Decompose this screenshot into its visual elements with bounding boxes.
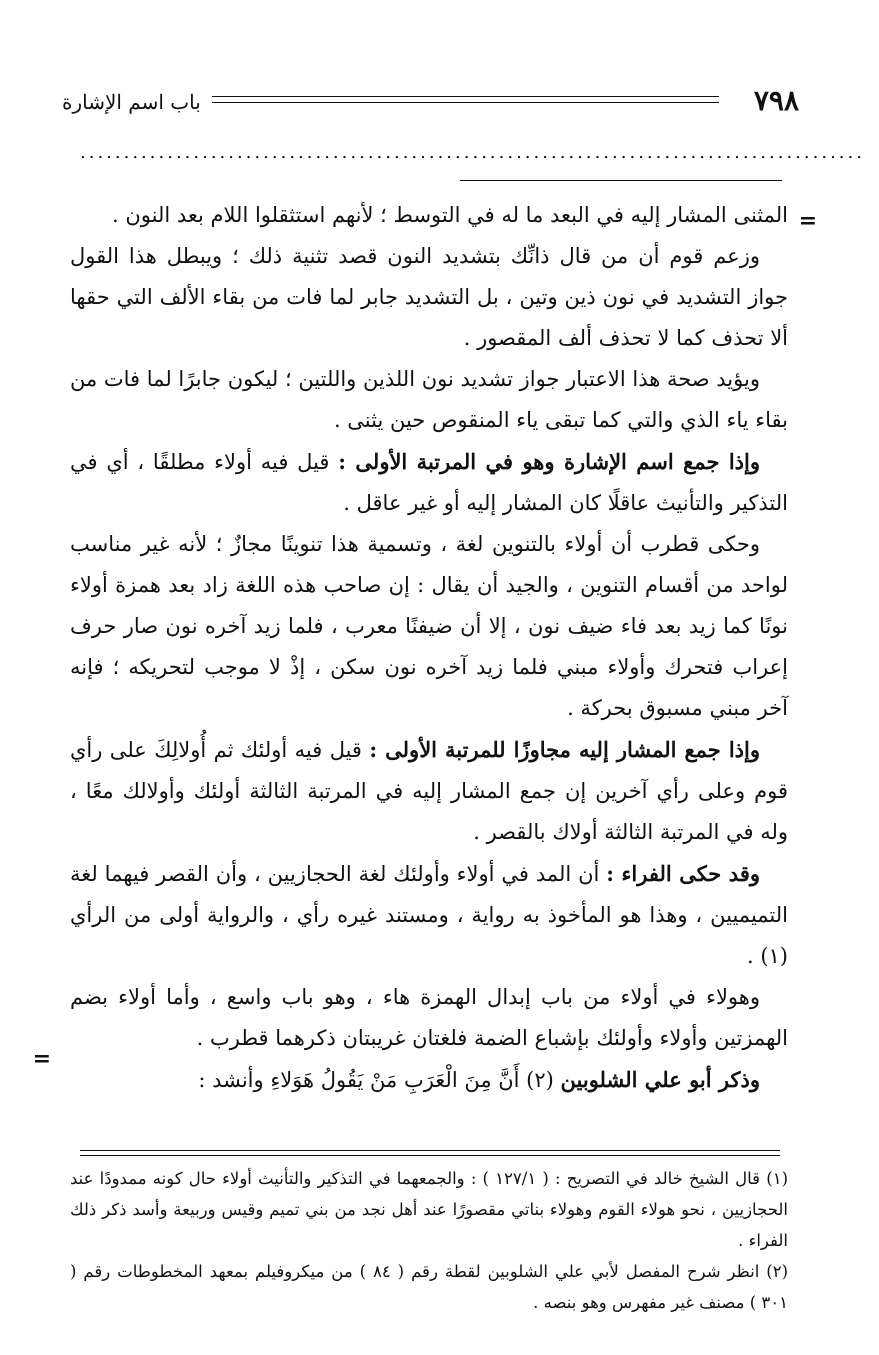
footnote-2: (٢) انظر شرح المفصل لأبي علي الشلوبين لقطة رقم ( ٨٤ ) من ميكروفيلم بمعهد المخطوطات رقم ( ٣٠١ ) مصنف غير مفهرس وهو بنصه . (70, 1262, 788, 1312)
paragraph-8: وهولاء في أولاء من باب إبدال الهمزة هاء ، وهو باب واسع ، وأما أولاء بضم الهمزتين وأولاء وأولئك بإشباع الضمة فلغتان غريبتان ذكرهما قطرب . (70, 985, 788, 1050)
continuation-mark-bottom: = (32, 1046, 51, 1072)
paragraph-4 (70, 441, 788, 524)
paragraph-7 (70, 853, 788, 977)
chapter-title: باب اسم الإشارة (62, 90, 201, 114)
footnotes (70, 1163, 788, 1318)
dotted-separator: .......................................................................................... (80, 142, 865, 163)
continuation-rule (460, 180, 782, 181)
paragraph-4-text: قيل فيه أولاء مطلقًا ، أي في التذكير والتأنيث عاقلًا كان المشار إليه أو غير عاقل . (70, 450, 788, 515)
paragraph-5: وحكى قطرب أن أولاء بالتنوين لغة ، وتسمية هذا تنوينًا مجازٌ ؛ لأنه غير مناسب لواحد من أقسام التنوين ، والجيد أن يقال : إن صاحب هذه اللغة زاد بعد همزة أولاء نونًا كما زيد بعد فاء ضيف نون ، إلا أن ضيفنًا معرب ، فلما زيد آخره نون صار حرف إعراب فتحرك وأولاء مبني فلما زيد آخره نون سكن ، إذْ لا موجب لتحريكه ؛ فإنه آخر مبني مسبوق بحركة . (70, 532, 788, 720)
main-text (70, 195, 788, 1101)
footnote-1: (١) قال الشيخ خالد في التصريح : ( ١٢٧/١ ) : والجمعهما في التذكير والتأنيث أولاء حال كونه ممدودًا عند الحجازيين ، نحو هولاء القوم وهولاء بناتي مقصورًا عند أهل نجد من بني تميم وقيس وربيعة وأسد ذكر ذلك الفراء . (70, 1169, 788, 1250)
paragraph-6 (70, 729, 788, 853)
paragraph-9 (70, 1059, 788, 1101)
footnote-separator (80, 1150, 780, 1156)
paragraph-1: المثنى المشار إليه في البعد ما له في التوسط ؛ لأنهم استثقلوا اللام بعد النون . (111, 203, 788, 227)
header-double-rule (212, 96, 719, 103)
running-header (62, 84, 799, 120)
paragraph-6-heading: وإذا جمع المشار إليه مجاوزًا للمرتبة الأولى : (369, 737, 760, 762)
paragraph-7-heading: وقد حكى الفراء : (606, 861, 760, 886)
paragraph-2: وزعم قوم أن من قال ذانِّك بتشديد النون قصد تثنية ذلك ؛ ويبطل هذا القول جواز التشديد في نون ذين وتين ، بل التشديد جابر لما فات من بقاء الألف التي حقها ألا تحذف كما لا تحذف ألف المقصور . (70, 244, 788, 350)
page-number: ٧٩٨ (753, 84, 799, 117)
paragraph-6-text: قيل فيه أولئك ثم أُولالِكَ على رأي قوم وعلى رأي آخرين إن جمع المشار إليه في المرتبة الثالثة أولئك وأولالك معًا ، وله في المرتبة الثالثة أولاك بالقصر . (70, 738, 788, 844)
paragraph-7-text: أن المد في أولاء وأولئك لغة الحجازيين ، وأن القصر فيهما لغة التميميين ، وهذا هو المأخوذ به رواية ، ومستند غيره رأي ، والرواية أولى من الرأي (١) . (70, 862, 788, 968)
paragraph-4-heading: وإذا جمع اسم الإشارة وهو في المرتبة الأولى : (338, 449, 760, 474)
paragraph-9-text: (٢) أَنَّ مِنَ الْعَرَبِ مَنْ يَقُولُ هَوَلاءِ وأنشد : (198, 1068, 561, 1092)
paragraph-3: ويؤيد صحة هذا الاعتبار جواز تشديد نون اللذين واللتين ؛ ليكون جابرًا لما فات من بقاء ياء الذي والتي كما تبقى ياء المنقوص حين يثنى . (69, 367, 788, 432)
continuation-mark-top: = (798, 208, 817, 234)
paragraph-9-heading: وذكر أبو علي الشلوبين (560, 1067, 760, 1092)
